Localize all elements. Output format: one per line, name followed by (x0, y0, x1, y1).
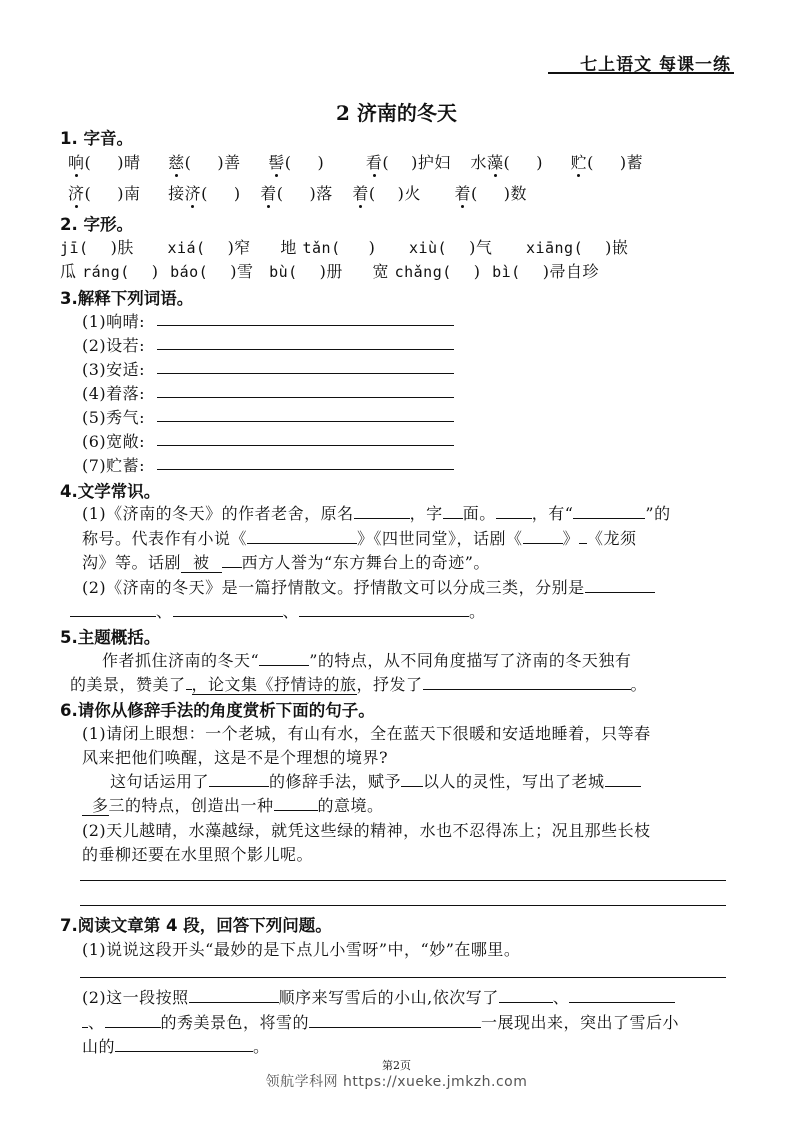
answer-line[interactable] (157, 421, 454, 422)
read-text: 顺序来写雪后的小山,依次写了 (278, 988, 499, 1007)
lit-text: (1)《济南的冬天》的作者老舍，原名 (82, 504, 354, 523)
read-text: 、 (88, 1013, 105, 1032)
word-item: (3)安适: (82, 360, 146, 379)
reading-q1: (1)说说这段开头“最妙的是下点儿小雪呀”中，“妙”在哪里。 (82, 940, 521, 959)
glyph-row-1: jī( )肤 xiá( )窄 地 tǎn( ) xiù( )气 xiāng( )嵌 (60, 238, 629, 257)
blank[interactable] (105, 1013, 161, 1028)
reading-q2-line-2 (82, 1010, 679, 1033)
pron-item: 慈( )善 (168, 153, 241, 172)
pron-item: 响( )晴 (68, 153, 141, 172)
pron-item: 接济( ) (168, 184, 241, 203)
blank[interactable] (209, 772, 269, 787)
read-text: 。 (253, 1037, 270, 1056)
blank[interactable] (299, 602, 469, 617)
literature-line-4 (82, 575, 655, 598)
blank[interactable] (585, 578, 655, 593)
read-text: 的秀美景色，将雪的 (160, 1013, 310, 1032)
lit-text: 西方人誉为“东方舞台上的奇迹”。 (241, 553, 490, 572)
theme-text: 。 (630, 675, 648, 694)
word-item: (6)宽敞: (82, 432, 146, 451)
section-heading-6: 6.请你从修辞手法的角度赏析下面的句子。 (60, 701, 375, 720)
pron-item: 济( )南 (68, 184, 141, 203)
blank[interactable] (523, 529, 563, 544)
pron-item: 着( )数 (454, 184, 527, 203)
blank[interactable] (309, 1013, 481, 1028)
section-heading-5: 5.主题概括。 (60, 628, 161, 647)
lit-text: 面。 (462, 504, 496, 523)
theme-line-1 (102, 648, 631, 671)
answer-line[interactable] (80, 905, 726, 906)
rhetoric-q2-line-2: 的垂柳还要在水里照个影儿呢。 (82, 845, 314, 864)
read-text: 山的 (82, 1037, 116, 1056)
section-heading-2: 2. 字形。 (60, 215, 133, 234)
blank[interactable] (605, 772, 641, 787)
lit-text: 。 (469, 602, 486, 621)
lit-text: 《龙须 (587, 529, 637, 548)
header-underline (548, 72, 734, 74)
lit-text: 沟》等。话剧 (82, 553, 182, 572)
answer-line[interactable] (157, 397, 454, 398)
theme-text: 作者抓住济南的冬天“ (102, 651, 260, 670)
blank[interactable] (173, 602, 283, 617)
lit-text: 》 (562, 529, 580, 548)
literature-line-5 (70, 599, 486, 622)
lit-text: 》《四世同堂》，话剧《 (357, 529, 523, 548)
blank[interactable] (573, 504, 645, 519)
blank[interactable] (499, 988, 553, 1003)
blank[interactable] (423, 675, 631, 690)
pronunciation-row-1 (68, 150, 643, 173)
rhetoric-answer-line-2 (82, 793, 384, 816)
lit-text: 、 (156, 602, 173, 621)
section-heading-4: 4.文学常识。 (60, 482, 161, 501)
read-text: 一展现出来，突出了雪后小 (481, 1013, 680, 1032)
glyph-row-2: 瓜 ráng( ) báo( )雪 bù( )册 宽 chǎng( ) bì( )帚自珍 (60, 262, 599, 281)
pron-item: 看( )护妇 (365, 153, 451, 172)
page-number: 第2页 (382, 1059, 411, 1072)
blank[interactable] (443, 504, 463, 519)
rhet-text: 三的特点，创造出一种 (108, 796, 274, 815)
pron-item: 贮( )蓄 (570, 153, 644, 172)
lit-text: ，字 (409, 504, 443, 523)
rhet-text: 这句话运用了 (110, 772, 210, 791)
theme-underlined: ，论文集《抒情诗的旅 (191, 675, 357, 694)
section-heading-7: 7.阅读文章第 4 段，回答下列问题。 (60, 916, 332, 935)
pron-item: 髻( ) (268, 153, 325, 172)
blank[interactable] (496, 504, 532, 519)
blank[interactable] (247, 529, 357, 544)
lit-text: ”的 (645, 504, 671, 523)
lit-text: ，有“ (531, 504, 574, 523)
answer-line[interactable] (157, 349, 454, 350)
pron-item: 着( )火 (352, 184, 421, 203)
rhet-text: 以人的灵性，写出了老城 (423, 772, 605, 791)
lit-underlined: 被 (181, 553, 222, 573)
rhetoric-q1-line-2: 风来把他们唤醒，这是不是个理想的境界? (82, 748, 389, 767)
blank[interactable] (189, 988, 279, 1003)
section-heading-1: 1. 字音。 (60, 129, 133, 148)
answer-line[interactable] (157, 445, 454, 446)
rhetoric-q1-line-1: (1)请闭上眼想：一个老城，有山有水，全在蓝天下很暖和安适地睡着，只等春 (82, 724, 651, 743)
word-item: (5)秀气: (82, 408, 146, 427)
lit-text: 、 (282, 602, 300, 621)
lit-text: (2)《济南的冬天》是一篇抒情散文。抒情散文可以分成三类，分别是 (82, 578, 585, 597)
blank[interactable] (115, 1037, 253, 1052)
literature-line-1 (82, 501, 671, 524)
word-item: (4)着落: (82, 384, 146, 403)
blank[interactable] (70, 602, 156, 617)
theme-text: ，抒发了 (356, 675, 423, 694)
blank[interactable] (579, 529, 587, 544)
lit-text: 称号。代表作有小说《 (82, 529, 248, 548)
answer-line[interactable] (80, 880, 726, 881)
rhetoric-q2-line-1: (2)天儿越晴，水藻越绿，就凭这些绿的精神，水也不忍得冻上；况且那些长枝 (82, 821, 651, 840)
blank[interactable] (354, 504, 410, 519)
pronunciation-row-2 (68, 181, 527, 204)
rhet-text: 的意境。 (317, 796, 384, 815)
word-item: (2)设若: (82, 336, 146, 355)
blank[interactable] (569, 988, 675, 1003)
rhetoric-answer-line-1 (110, 769, 641, 792)
blank[interactable] (401, 772, 423, 787)
reading-q2-line-1 (82, 985, 675, 1008)
theme-line-2 (70, 672, 647, 695)
answer-line[interactable] (157, 373, 454, 374)
blank[interactable] (274, 796, 318, 811)
answer-line[interactable] (157, 469, 454, 470)
read-text: (2)这一段按照 (82, 988, 189, 1007)
reading-q2-line-3 (82, 1034, 270, 1057)
theme-text: ”的特点，从不同角度描写了济南的冬天独有 (309, 651, 632, 670)
blank[interactable] (222, 553, 242, 568)
literature-line-2 (82, 526, 637, 549)
blank[interactable] (259, 651, 309, 666)
literature-line-3 (82, 550, 490, 573)
page-title: 2 济南的冬天 (336, 101, 457, 125)
pron-item: 水藻( ) (470, 153, 543, 172)
blank[interactable] (186, 675, 192, 690)
rhet-underlined: 多 (82, 796, 109, 816)
read-text: 、 (552, 988, 570, 1007)
answer-line[interactable] (80, 977, 726, 978)
answer-line[interactable] (157, 325, 454, 326)
series-header: 七上语文 每课一练 (580, 55, 731, 75)
word-item: (7)贮蓄: (82, 456, 146, 475)
word-item: (1)响晴: (82, 312, 146, 331)
theme-text: 的美景，赞美了 (70, 675, 186, 694)
site-watermark[interactable]: 领航学科网 https://xueke.jmkzh.com (265, 1074, 528, 1090)
section-heading-3: 3.解释下列词语。 (60, 289, 194, 308)
rhet-text: 的修辞手法，赋予 (269, 772, 402, 791)
pron-item: 着( )落 (260, 184, 333, 203)
